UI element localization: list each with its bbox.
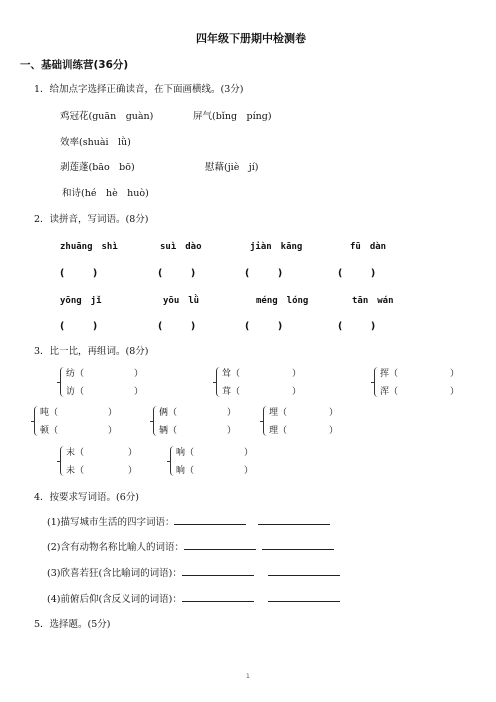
q4-item: (4)前俯后仰(含反义词的词语)：: [47, 591, 340, 605]
section-heading: 一、基础训练营(36分): [20, 59, 129, 71]
page-title: 四年级下册期中检测卷: [196, 32, 306, 45]
pinyin: zhuāng shì: [60, 242, 118, 252]
pinyin: tān wán: [352, 296, 394, 306]
pair-bottom: 浑（ ）: [380, 387, 460, 397]
answer-blank[interactable]: [184, 540, 256, 550]
pair-top: 响（ ）: [176, 448, 254, 458]
pair-top: 耸（ ）: [222, 369, 302, 379]
pinyin: fū dàn: [350, 242, 387, 252]
answer-blank[interactable]: [182, 592, 254, 602]
pair-top: 埋（ ）: [269, 408, 339, 418]
pinyin: suì dào: [160, 242, 202, 252]
question-5: 5．选择题。(5分): [34, 619, 111, 630]
answer-blank[interactable]: [268, 566, 340, 576]
answer-blank[interactable]: [182, 566, 254, 576]
pair-bottom: 未（ ）: [66, 466, 138, 476]
pair-bottom: 辆（ ）: [159, 426, 237, 436]
question-3: 3．比一比，再组词。(8分): [34, 346, 149, 357]
answer-paren[interactable]: ( ): [158, 268, 196, 279]
pinyin: jiàn kāng: [250, 242, 303, 252]
q4-item: (3)欣喜若狂(含比喻词的词语)：: [47, 565, 340, 579]
question-1: 1．给加点字选择正确读音，在下面画横线。(3分): [34, 84, 244, 95]
answer-blank[interactable]: [262, 540, 334, 550]
answer-paren[interactable]: ( ): [338, 268, 376, 279]
pinyin: yōng jǐ: [60, 296, 102, 306]
pair-bottom: 晌（ ）: [176, 466, 254, 476]
pair-top: 吨（ ）: [40, 408, 118, 418]
answer-paren[interactable]: ( ): [338, 321, 376, 332]
q1-item: 剥莲蓬(bāo bō): [60, 162, 135, 173]
q4-item: (1)描写城市生活的四字词语：: [47, 514, 330, 528]
question-2: 2．读拼音，写词语。(8分): [34, 214, 149, 225]
pair-bottom: 理（ ）: [269, 426, 339, 436]
page-number: 1: [246, 673, 250, 680]
pinyin: yōu lǜ: [163, 296, 200, 306]
answer-blank[interactable]: [258, 515, 330, 525]
pinyin: méng lóng: [256, 296, 309, 306]
q1-item: 效率(shuài lǜ): [60, 137, 131, 148]
q4-item: (2)含有动物名称比喻人的词语：: [47, 539, 334, 553]
pair-top: 挥（ ）: [380, 369, 460, 379]
question-4: 4．按要求写词语。(6分): [34, 492, 140, 503]
q1-item: 屏气(bǐng píng): [193, 111, 272, 122]
q1-item: 慰藉(jiè jí): [205, 162, 259, 173]
pair-top: 末（ ）: [66, 448, 138, 458]
answer-paren[interactable]: ( ): [245, 321, 283, 332]
pair-top: 俩（ ）: [159, 408, 237, 418]
pair-top: 纺（ ）: [66, 369, 144, 379]
pair-bottom: 顿（ ）: [40, 426, 118, 436]
q1-item: 和诗(hé hè huò): [62, 188, 149, 199]
pair-bottom: 访（ ）: [66, 387, 144, 397]
answer-paren[interactable]: ( ): [60, 268, 98, 279]
answer-blank[interactable]: [268, 592, 340, 602]
pair-bottom: 茸（ ）: [222, 387, 302, 397]
answer-paren[interactable]: ( ): [60, 321, 98, 332]
answer-paren[interactable]: ( ): [245, 268, 283, 279]
answer-blank[interactable]: [174, 515, 246, 525]
q1-item: 鸡冠花(guān guàn): [60, 111, 154, 122]
answer-paren[interactable]: ( ): [158, 321, 196, 332]
